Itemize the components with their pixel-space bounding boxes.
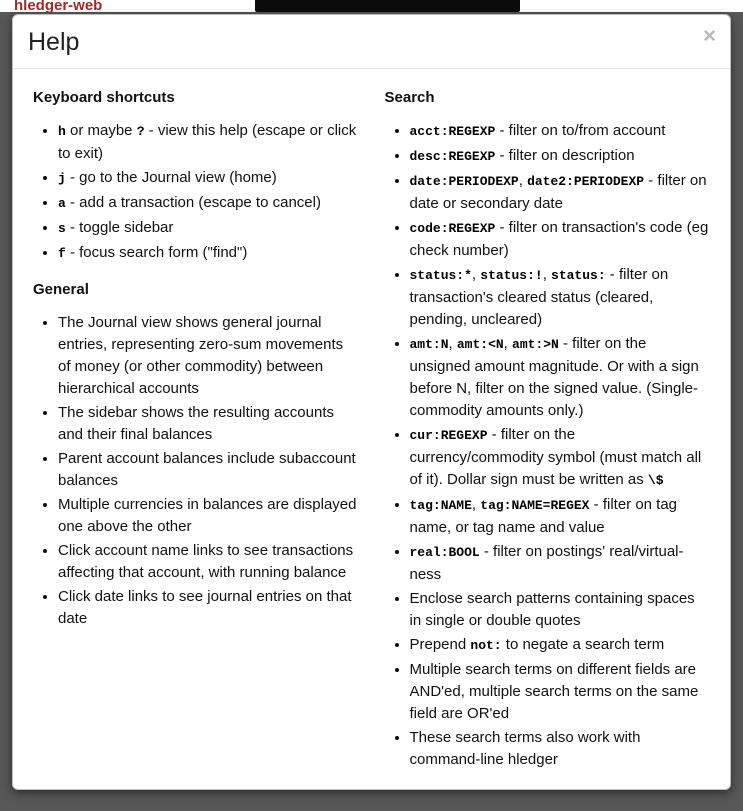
list-item: • The Journal view shows general journal entries, representing zero-sum movements of money (or other commodity) between hierarchical accounts [58,312,359,400]
help-modal [12,14,731,790]
keyboard-shortcuts-list [33,120,359,265]
code-term: cur:REGEXP [409,428,488,443]
background-heading-fragment [255,0,520,12]
code-term: date:PERIODEXP [409,174,519,189]
modal-body [13,69,730,790]
list-item: • j - go to the Journal view (home) [58,167,359,190]
code-term: ? [136,124,145,139]
list-item: • h or maybe ? - view this help (escape or click to exit) [58,120,359,165]
modal-header [13,15,730,69]
list-item: • f - focus search form ("find") [58,242,359,265]
code-term: code:REGEXP [409,221,496,236]
code-term: status: [551,268,606,283]
list-item: • Click date links to see journal entries on that date [58,586,359,630]
code-term: not: [470,638,502,653]
modal-title: Help [28,28,80,56]
code-term: status:* [409,268,472,283]
list-item: • cur:REGEXP - filter on the currency/commodity symbol (must match all of it). Dollar sign must be written as \$ [410,424,711,492]
list-item: • The sidebar shows the resulting accounts and their final balances [58,402,359,446]
search-list [385,120,711,771]
code-term: amt:>N [512,337,559,352]
code-term: acct:REGEXP [409,124,496,139]
list-item: • amt:N, amt:<N, amt:>N - filter on the unsigned amount magnitude. Or with a sign before N, filter on the signed value. (Single-commodity amounts only.) [410,333,711,422]
section-heading-search: Search [384,89,435,106]
code-term: j [58,171,66,186]
code-term: f [58,246,66,261]
list-item: • Click account name links to see transactions affecting that account, with running balance [58,540,359,584]
list-item: • desc:REGEXP - filter on description [410,145,711,168]
code-term: amt:N [409,337,449,352]
left-column [33,83,359,787]
code-term: amt:<N [456,337,504,352]
code-term: tag:NAME=REGEX [480,498,590,513]
list-item: • Parent account balances include subaccount balances [58,448,359,492]
right-column [385,83,711,787]
code-term: s [58,221,66,236]
list-item: • Multiple search terms on different fields are AND'ed, multiple search terms on the same field are OR'ed [410,659,711,725]
code-term: date2:PERIODEXP [527,174,645,189]
section-heading-general: General [33,281,89,298]
background-page-top [0,0,743,12]
code-term: h [58,124,66,139]
list-item: • Prepend not: to negate a search term [410,634,711,657]
close-icon[interactable]: × [703,23,716,48]
code-term: tag:NAME [409,498,472,513]
list-item: • Enclose search patterns containing spaces in single or double quotes [410,588,711,632]
code-term: desc:REGEXP [409,149,496,164]
general-list [33,312,359,630]
list-item: • date:PERIODEXP, date2:PERIODEXP - filter on date or secondary date [410,170,711,215]
list-item: • s - toggle sidebar [58,217,359,240]
list-item: • These search terms also work with command-line hledger [410,727,711,771]
list-item: • Multiple currencies in balances are displayed one above the other [58,494,359,538]
code-term: \$ [647,473,664,488]
list-item: • acct:REGEXP - filter on to/from account [410,120,711,143]
section-heading-keyboard-shortcuts: Keyboard shortcuts [33,89,175,106]
code-term: real:BOOL [409,545,480,560]
list-item: • tag:NAME, tag:NAME=REGEX - filter on tag name, or tag name and value [410,494,711,539]
code-term: a [58,196,66,211]
background-brand-link[interactable]: hledger-web [14,0,103,12]
code-term: status:! [480,268,543,283]
list-item: • code:REGEXP - filter on transaction's code (eg check number) [410,217,711,262]
list-item: • status:*, status:!, status: - filter on transaction's cleared status (cleared, pending, uncleared) [410,264,711,331]
list-item: • a - add a transaction (escape to cancel) [58,192,359,215]
list-item: • real:BOOL - filter on postings' real/virtual-ness [410,541,711,586]
